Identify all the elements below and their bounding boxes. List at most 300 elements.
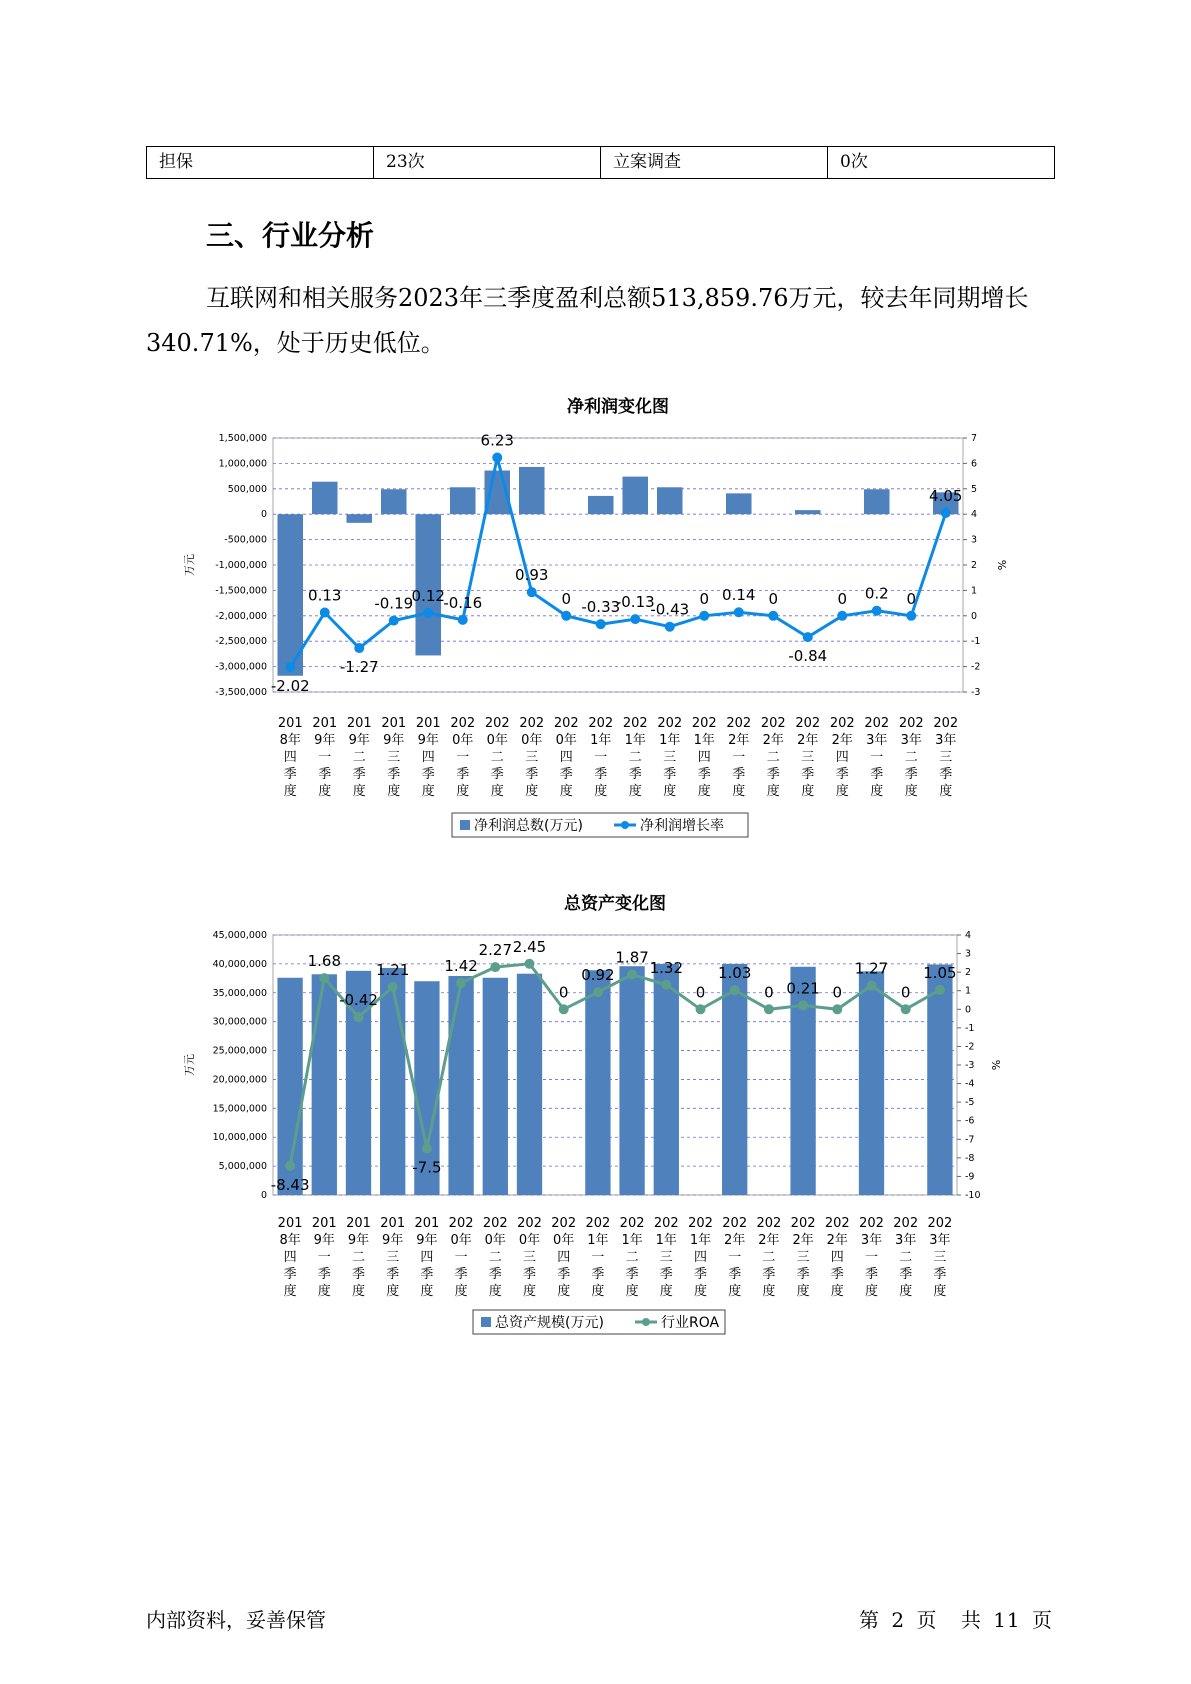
line-point: [630, 614, 640, 624]
data-label: 4.05: [929, 486, 963, 505]
data-label: 1.03: [717, 964, 752, 983]
x-tick-label: 202: [933, 716, 959, 731]
y-tick-label: 15,000,000: [212, 1103, 267, 1115]
x-tick-label: 度: [830, 1284, 844, 1299]
x-tick-label: 三: [933, 1250, 947, 1265]
x-tick-label: 0年: [518, 1233, 541, 1248]
x-tick-label: 度: [456, 784, 470, 799]
y2-tick-label: 2: [971, 560, 978, 571]
x-tick-label: 3年: [860, 1233, 883, 1248]
line-point: [665, 622, 675, 632]
line-point: [872, 606, 882, 616]
data-label: 6.23: [480, 431, 514, 450]
bar: [927, 964, 952, 1195]
x-tick-label: 四: [693, 1250, 708, 1265]
footer-confidential-note: 内部资料，妥善保管: [146, 1608, 326, 1632]
x-tick-label: 季: [904, 767, 918, 782]
data-label: 0: [561, 589, 572, 608]
x-tick-label: 三: [796, 1250, 810, 1265]
bar: [654, 964, 679, 1195]
x-tick-label: 季: [939, 767, 953, 782]
x-tick-label: 三: [387, 750, 401, 765]
x-tick-label: 季: [420, 1267, 434, 1282]
line-point: [456, 978, 466, 988]
line-point: [768, 611, 778, 621]
line-point: [285, 662, 295, 672]
y2-tick-label: -7: [965, 1134, 975, 1146]
x-tick-label: 度: [728, 1284, 742, 1299]
x-tick-label: 2年: [758, 1233, 780, 1248]
data-label: 0: [558, 983, 569, 1002]
bar: [483, 978, 508, 1195]
x-tick-label: 202: [657, 716, 683, 731]
y-tick-label: 1,000,000: [218, 458, 267, 470]
x-tick-label: 四: [421, 750, 435, 765]
x-tick-label: 季: [628, 767, 642, 782]
x-tick-label: 202: [585, 1216, 611, 1231]
table-cell-investigation-count: 0次: [840, 152, 868, 172]
x-tick-label: 度: [904, 784, 918, 799]
line-point: [935, 985, 945, 995]
legend-bar-label: 净利润总数(万元): [474, 818, 583, 834]
x-tick-label: 201: [381, 716, 407, 731]
x-tick-label: 二: [352, 750, 366, 765]
footer-total-num: 11: [993, 1608, 1021, 1632]
x-tick-label: 二: [904, 750, 918, 765]
x-tick-label: 1年: [587, 1233, 609, 1248]
x-tick-label: 2年: [831, 733, 853, 748]
x-tick-label: 2年: [762, 733, 784, 748]
x-tick-label: 3年: [900, 733, 922, 748]
info-table: [146, 146, 1055, 179]
x-tick-label: 1年: [693, 733, 715, 748]
bar: [619, 966, 644, 1195]
x-tick-label: 2年: [797, 733, 819, 748]
x-tick-label: 1年: [689, 1233, 712, 1248]
x-tick-label: 202: [864, 716, 890, 731]
x-tick-label: 季: [522, 1267, 537, 1282]
line-point: [901, 1004, 911, 1014]
x-tick-label: 三: [522, 1250, 537, 1265]
x-tick-label: 202: [898, 716, 924, 731]
x-tick-label: 季: [796, 1267, 810, 1282]
line-point: [764, 1004, 774, 1014]
line-point: [832, 1004, 842, 1014]
x-tick-label: 202: [893, 1216, 919, 1231]
x-tick-label: 三: [939, 750, 953, 765]
x-tick-label: 202: [756, 1216, 782, 1231]
data-label: 0: [832, 983, 843, 1002]
data-label: -0.19: [374, 594, 414, 613]
data-label: 0.14: [722, 586, 756, 605]
x-tick-label: 季: [625, 1267, 639, 1282]
x-tick-label: 度: [352, 784, 366, 799]
y2-tick-label: -1: [965, 1022, 975, 1034]
x-tick-label: 季: [870, 767, 884, 782]
x-tick-label: 202: [691, 716, 717, 731]
x-tick-label: 一: [870, 750, 884, 765]
x-tick-label: 2年: [728, 733, 750, 748]
bar: [448, 976, 473, 1195]
bar: [415, 514, 441, 655]
x-tick-label: 1年: [590, 733, 612, 748]
y2-tick-label: 6: [971, 458, 978, 470]
x-tick-label: 202: [726, 716, 752, 731]
data-label: -1.27: [339, 658, 379, 677]
x-tick-label: 季: [693, 1267, 708, 1282]
y-tick-label: -3,500,000: [215, 687, 267, 698]
x-tick-label: 201: [346, 716, 372, 731]
x-tick-label: 0年: [452, 733, 474, 748]
y-tick-label: 35,000,000: [212, 987, 267, 999]
line-point: [803, 632, 813, 642]
x-tick-label: 度: [693, 1284, 708, 1299]
x-tick-label: 度: [387, 784, 401, 799]
x-tick-label: 0年: [450, 1233, 472, 1248]
x-tick-label: 季: [728, 1267, 742, 1282]
x-tick-label: 201: [277, 716, 303, 731]
line-point: [525, 959, 535, 969]
x-tick-label: 季: [317, 1267, 331, 1282]
x-tick-label: 9年: [417, 733, 439, 748]
x-tick-label: 三: [659, 1250, 673, 1265]
data-label: 1.32: [649, 958, 684, 977]
line-point: [661, 980, 671, 990]
x-tick-label: 202: [824, 1216, 850, 1231]
x-tick-label: 202: [829, 716, 855, 731]
x-tick-label: 季: [352, 767, 366, 782]
x-tick-label: 度: [762, 1284, 776, 1299]
x-tick-label: 3年: [895, 1233, 917, 1248]
x-tick-label: 201: [346, 1216, 371, 1231]
x-tick-label: 度: [525, 784, 539, 799]
x-tick-label: 度: [351, 1284, 366, 1299]
x-tick-label: 四: [559, 750, 573, 765]
line-point: [458, 615, 468, 625]
y-tick-label: 30,000,000: [212, 1016, 267, 1028]
line-point: [837, 611, 847, 621]
line-point: [354, 1012, 364, 1022]
bar: [657, 487, 683, 514]
x-tick-label: 度: [488, 1284, 502, 1299]
x-tick-label: 度: [625, 1284, 639, 1299]
y2-tick-label: 3: [971, 534, 978, 546]
x-tick-label: 202: [553, 716, 579, 731]
x-tick-label: 3年: [929, 1233, 951, 1248]
x-tick-label: 四: [283, 750, 297, 765]
line-point: [492, 453, 502, 463]
x-tick-label: 季: [525, 767, 539, 782]
x-tick-label: 二: [490, 750, 504, 765]
x-tick-label: 度: [594, 784, 608, 799]
section-heading: 三、行业分析: [206, 219, 375, 252]
x-tick-label: 季: [864, 1267, 879, 1282]
x-tick-label: 一: [594, 750, 608, 765]
y-tick-label: 5,000,000: [218, 1161, 267, 1173]
x-tick-label: 201: [415, 716, 441, 731]
y2-tick-label: 7: [971, 433, 978, 444]
y-tick-label: 40,000,000: [212, 958, 267, 970]
x-tick-label: 四: [557, 1250, 571, 1265]
x-tick-label: 季: [835, 767, 849, 782]
x-tick-label: 一: [728, 1250, 742, 1265]
y-tick-label: -2,000,000: [215, 610, 267, 622]
bar: [381, 489, 407, 514]
line-point: [422, 1144, 432, 1154]
data-label: 0.12: [411, 586, 445, 605]
x-tick-label: 三: [386, 1250, 400, 1265]
line-point: [319, 973, 329, 983]
line-point: [354, 643, 364, 653]
y-axis-title: 万元: [183, 554, 196, 576]
x-tick-label: 季: [663, 767, 677, 782]
y-tick-label: -2,500,000: [215, 636, 267, 648]
x-tick-label: 三: [525, 750, 539, 765]
data-label: -2.02: [270, 677, 310, 696]
data-label: 0: [906, 589, 917, 608]
x-tick-label: 季: [387, 767, 401, 782]
x-tick-label: 季: [351, 1267, 366, 1282]
bar: [312, 974, 337, 1195]
y2-tick-label: -3: [971, 687, 981, 698]
data-label: 2.27: [478, 941, 513, 960]
y2-tick-label: 5: [971, 483, 978, 495]
x-tick-label: 季: [659, 1267, 673, 1282]
x-tick-label: 度: [283, 1284, 297, 1299]
x-tick-label: 四: [830, 1250, 844, 1265]
data-label: 0: [699, 589, 710, 608]
y2-tick-label: 4: [971, 509, 978, 521]
y2-tick-label: 2: [965, 967, 972, 979]
x-tick-label: 1年: [655, 1233, 677, 1248]
line-point: [423, 608, 433, 618]
data-label: 1.05: [923, 963, 957, 982]
x-tick-label: 度: [870, 784, 884, 799]
x-tick-label: 季: [766, 767, 780, 782]
line-point: [527, 587, 537, 597]
y-tick-label: 10,000,000: [212, 1132, 267, 1144]
x-tick-label: 一: [864, 1250, 879, 1265]
x-tick-label: 度: [766, 784, 780, 799]
y-tick-label: 20,000,000: [212, 1074, 267, 1086]
data-label: 0.93: [515, 566, 549, 585]
y2-tick-label: -3: [965, 1060, 975, 1071]
y2-tick-label: -2: [971, 661, 981, 673]
x-tick-label: 3年: [866, 733, 888, 748]
x-tick-label: 0年: [484, 1233, 506, 1248]
x-tick-label: 二: [351, 1250, 366, 1265]
data-label: 1.42: [444, 956, 478, 975]
line-point: [906, 611, 916, 621]
x-tick-label: 202: [484, 716, 510, 731]
x-tick-label: 季: [488, 1267, 502, 1282]
x-tick-label: 季: [386, 1267, 400, 1282]
line-point: [867, 981, 877, 991]
bar: [517, 974, 542, 1195]
y2-tick-label: -10: [965, 1190, 981, 1201]
bar: [864, 489, 890, 514]
x-tick-label: 度: [559, 784, 573, 799]
x-tick-label: 季: [933, 1267, 947, 1282]
x-tick-label: 202: [482, 1216, 508, 1231]
x-tick-label: 二: [628, 750, 642, 765]
y-tick-label: 1,500,000: [218, 433, 267, 444]
data-label: -0.13: [615, 593, 655, 612]
x-tick-label: 202: [790, 1216, 816, 1231]
line-point: [388, 982, 398, 992]
legend-line-label: 行业ROA: [661, 1315, 720, 1331]
x-tick-label: 0年: [555, 733, 577, 748]
net-profit-chart: [0, 385, 1191, 855]
bar: [588, 496, 614, 514]
y2-tick-label: -4: [965, 1078, 975, 1090]
x-tick-label: 季: [283, 1267, 297, 1282]
x-tick-label: 季: [697, 767, 711, 782]
x-tick-label: 季: [421, 767, 435, 782]
x-tick-label: 季: [283, 767, 297, 782]
chart-title: 净利润变化图: [567, 397, 669, 417]
bar: [519, 467, 545, 514]
bar: [622, 477, 648, 515]
bar: [585, 970, 610, 1195]
footer-page-prefix: 第: [859, 1608, 881, 1632]
x-tick-label: 二: [899, 1250, 913, 1265]
line-point: [559, 1004, 569, 1014]
data-label: 0.21: [786, 979, 820, 998]
x-tick-label: 度: [697, 784, 711, 799]
x-tick-label: 一: [732, 750, 746, 765]
analysis-paragraph: 互联网和相关服务2023年三季度盈利总额513,859.76万元，较去年同期增长340.71%，处于历史低位。: [146, 284, 1029, 357]
line-point: [798, 1000, 808, 1010]
x-tick-label: 0年: [486, 733, 508, 748]
footer-total-prefix: 共: [960, 1608, 982, 1632]
data-label: 0: [837, 589, 848, 608]
x-tick-label: 季: [559, 767, 573, 782]
x-tick-label: 1年: [621, 1233, 643, 1248]
x-tick-label: 2年: [724, 1233, 746, 1248]
x-tick-label: 9年: [416, 1233, 438, 1248]
x-tick-label: 8年: [279, 1233, 301, 1248]
y2-tick-label: -6: [965, 1115, 975, 1127]
line-point: [699, 611, 709, 621]
x-tick-label: 季: [762, 1267, 776, 1282]
bar: [726, 493, 752, 514]
footer-page-num: 2: [891, 1608, 906, 1632]
x-tick-label: 202: [619, 1216, 645, 1231]
x-tick-label: 季: [318, 767, 332, 782]
x-tick-label: 四: [283, 1250, 297, 1265]
x-tick-label: 度: [318, 784, 332, 799]
line-point: [696, 1004, 706, 1014]
x-tick-label: 季: [490, 767, 504, 782]
x-tick-label: 季: [557, 1267, 571, 1282]
x-tick-label: 四: [697, 750, 711, 765]
x-tick-label: 季: [594, 767, 608, 782]
data-label: 1.21: [375, 960, 410, 979]
x-tick-label: 度: [386, 1284, 400, 1299]
y-tick-label: -3,000,000: [215, 661, 267, 673]
x-tick-label: 季: [454, 1267, 468, 1282]
data-label: 0: [768, 589, 779, 608]
line-point: [627, 970, 637, 980]
bar: [380, 968, 405, 1195]
data-label: -0.16: [443, 593, 483, 612]
x-tick-label: 度: [801, 784, 815, 799]
x-tick-label: 201: [312, 716, 338, 731]
bar: [722, 964, 747, 1195]
x-tick-label: 9年: [383, 733, 405, 748]
y2-axis-title: %: [995, 559, 1008, 571]
line-point: [389, 616, 399, 626]
table-cell-investigation-label: 立案调查: [601, 147, 828, 178]
x-tick-label: 度: [899, 1284, 913, 1299]
x-tick-label: 9年: [382, 1233, 404, 1248]
line-point: [730, 985, 740, 995]
x-tick-label: 度: [939, 784, 953, 799]
x-tick-label: 度: [796, 1284, 810, 1299]
data-label: 1.87: [615, 948, 649, 967]
line-point: [734, 607, 744, 617]
table-cell-guarantee-count: 23次: [374, 147, 601, 178]
x-tick-label: 202: [927, 1216, 953, 1231]
x-tick-label: 三: [801, 750, 815, 765]
table-cell-guarantee-label: 担保: [147, 147, 374, 178]
x-tick-label: 一: [591, 1250, 605, 1265]
x-tick-label: 202: [551, 1216, 577, 1231]
data-label: 2.45: [512, 937, 547, 956]
x-tick-label: 202: [795, 716, 821, 731]
y2-tick-label: 4: [965, 930, 972, 941]
legend-bar-swatch: [481, 1317, 491, 1327]
y-tick-label: 25,000,000: [212, 1045, 267, 1057]
footer-total-unit: 页: [1032, 1608, 1053, 1632]
y2-tick-label: -1: [971, 636, 981, 648]
x-tick-label: 202: [517, 1216, 542, 1231]
line-point: [561, 611, 571, 621]
x-tick-label: 度: [864, 1284, 879, 1299]
bar: [346, 514, 372, 523]
x-tick-label: 0年: [521, 733, 543, 748]
bar: [859, 971, 884, 1195]
x-tick-label: 季: [830, 1267, 844, 1282]
x-tick-label: 201: [414, 1216, 440, 1231]
x-tick-label: 四: [835, 750, 849, 765]
line-point: [320, 607, 330, 617]
y-tick-label: -1,500,000: [215, 585, 267, 597]
legend-line-marker: [642, 1318, 650, 1326]
x-tick-label: 2年: [792, 1233, 814, 1248]
x-tick-label: 二: [762, 1250, 776, 1265]
y2-tick-label: 1: [965, 985, 972, 997]
x-tick-label: 202: [622, 716, 648, 731]
x-tick-label: 202: [519, 716, 545, 731]
x-tick-label: 度: [421, 784, 435, 799]
data-label: 0: [764, 983, 774, 1002]
x-tick-label: 一: [318, 750, 332, 765]
x-tick-label: 度: [557, 1284, 571, 1299]
footer-page-number: [857, 1604, 1055, 1633]
x-tick-label: 0年: [553, 1233, 575, 1248]
data-label: 0.13: [308, 586, 342, 605]
total-assets-chart: [0, 885, 1191, 1350]
x-tick-label: 度: [490, 784, 504, 799]
legend-bar-swatch: [460, 820, 470, 830]
legend-line-marker: [621, 821, 629, 829]
x-tick-label: 202: [760, 716, 786, 731]
x-tick-label: 202: [859, 1216, 884, 1231]
x-tick-label: 8年: [279, 733, 301, 748]
line-point: [596, 619, 606, 629]
